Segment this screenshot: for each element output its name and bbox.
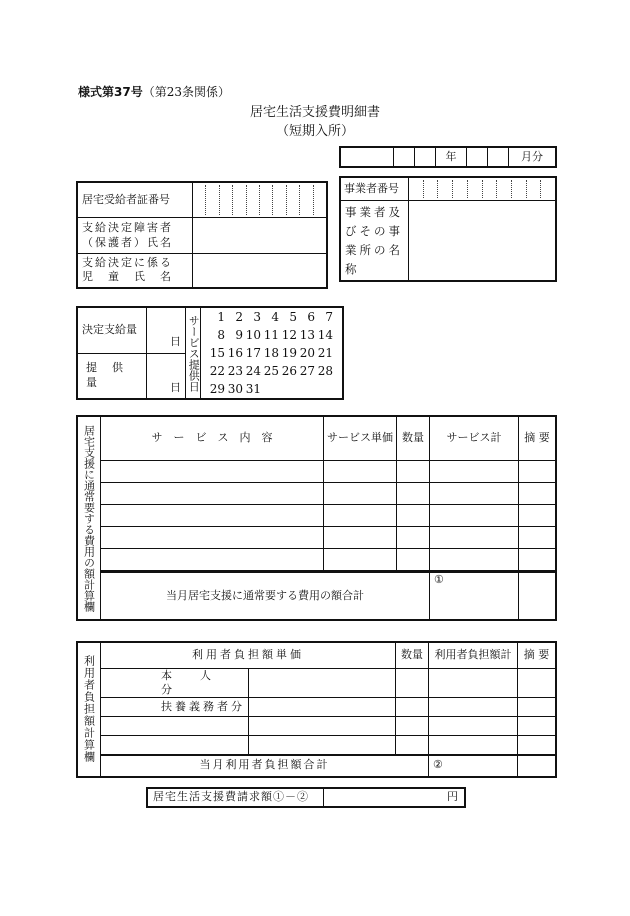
calendar-day[interactable]: 21: [317, 346, 333, 360]
table-row: [77, 668, 556, 698]
child-name-line2: 児 童 氏 名: [82, 270, 173, 284]
table-row: [77, 504, 556, 526]
date-box: [339, 146, 557, 168]
table-row: [77, 526, 556, 548]
burden-self-label: 本 人 分: [101, 668, 249, 698]
calendar-week-5: [207, 380, 342, 398]
cost-cell[interactable]: [430, 460, 519, 482]
form-number: [78, 83, 230, 100]
calendar-day[interactable]: 6: [307, 310, 315, 324]
recipient-name-line2: （保護者）氏名: [82, 235, 173, 249]
cost-cell[interactable]: [430, 526, 519, 548]
burden-cell[interactable]: [429, 736, 518, 755]
provider-name-line3: 業所の名: [345, 242, 403, 257]
year-label: 年: [436, 147, 467, 167]
claim-unit: 円: [447, 790, 458, 804]
form-number-main: 様式第37号: [78, 85, 143, 99]
cost-cell[interactable]: [397, 482, 430, 504]
cost-cell[interactable]: [519, 460, 557, 482]
page-subtitle: （短期入所）: [275, 124, 354, 139]
cost-cell[interactable]: [519, 548, 557, 570]
calendar-day[interactable]: 15: [209, 346, 225, 360]
recipient-box: [76, 181, 328, 289]
calendar-day[interactable]: 1: [217, 310, 225, 324]
claim-amount-field[interactable]: [324, 788, 466, 807]
table-row: [77, 460, 556, 482]
child-name-field[interactable]: [193, 254, 328, 288]
cost-cell[interactable]: [101, 504, 324, 526]
cost-cell[interactable]: [430, 504, 519, 526]
claim-box: [146, 787, 466, 808]
calendar-day[interactable]: 28: [317, 364, 333, 378]
cost-cell[interactable]: [101, 526, 324, 548]
cost-header-qty: 数量: [397, 416, 430, 460]
child-name-label: [77, 254, 193, 288]
cost-header-note: 摘 要: [519, 416, 557, 460]
table-row: [77, 717, 556, 736]
burden-cell[interactable]: [248, 717, 396, 736]
service-day-calendar[interactable]: [201, 307, 344, 399]
cost-cell[interactable]: [430, 548, 519, 570]
cost-cell[interactable]: [397, 460, 430, 482]
burden-cell[interactable]: [518, 698, 557, 717]
cost-cell[interactable]: [101, 482, 324, 504]
recipient-name-field[interactable]: [193, 218, 328, 254]
cost-cell[interactable]: [519, 504, 557, 526]
table-row: [77, 548, 556, 570]
burden-cell[interactable]: [396, 668, 429, 698]
provided-amount-field[interactable]: [147, 353, 186, 399]
burden-cell[interactable]: [396, 698, 429, 717]
cost-cell[interactable]: [430, 482, 519, 504]
burden-cell[interactable]: [518, 736, 557, 755]
calendar-day[interactable]: 7: [325, 310, 333, 324]
month-digit-2[interactable]: [488, 147, 509, 167]
cost-cell[interactable]: [397, 548, 430, 570]
cost-table: [76, 415, 557, 621]
cost-sum-label: 当月居宅支援に通常要する費用の額合計: [101, 572, 430, 620]
cost-cell[interactable]: [519, 482, 557, 504]
decided-amount-label: 決定支給量: [77, 307, 147, 353]
burden-sum-field[interactable]: [429, 755, 518, 777]
calendar-day[interactable]: 12: [281, 328, 297, 342]
burden-cell[interactable]: [429, 717, 518, 736]
service-day-text: サービス提供日: [187, 314, 201, 392]
supply-box: [76, 306, 344, 400]
provider-name-field[interactable]: [409, 201, 557, 282]
burden-side-text: 利用者負担額計算欄: [82, 655, 96, 764]
burden-cell[interactable]: [518, 668, 557, 698]
calendar-day[interactable]: 30: [227, 382, 243, 396]
cost-sum-field[interactable]: [430, 572, 519, 620]
cost-sum-row: [77, 572, 556, 620]
provided-amount-label: 提 供 量: [77, 353, 147, 399]
cost-cell[interactable]: [397, 504, 430, 526]
burden-cell[interactable]: [248, 668, 396, 698]
cert-no-field[interactable]: [193, 182, 328, 218]
burden-cell[interactable]: [248, 698, 396, 717]
calendar-week-1: [207, 308, 342, 326]
cost-cell[interactable]: [324, 548, 397, 570]
cost-side-text: 居宅支援に通常要する費用の額計算欄: [82, 424, 96, 612]
cost-cell[interactable]: [324, 526, 397, 548]
table-row: [77, 698, 556, 717]
calendar-day[interactable]: 19: [281, 346, 297, 360]
page-title: 居宅生活支援費明細書: [249, 105, 380, 120]
calendar-day[interactable]: 25: [263, 364, 279, 378]
calendar-day[interactable]: 16: [227, 346, 243, 360]
burden-cell[interactable]: [101, 736, 249, 755]
calendar-day[interactable]: 17: [245, 346, 261, 360]
claim-label: 居宅生活支援費請求額①－②: [147, 788, 324, 807]
calendar-day[interactable]: 2: [235, 310, 243, 324]
burden-sum-label: 当月利用者負担額合計: [101, 755, 429, 777]
cost-cell[interactable]: [324, 504, 397, 526]
provider-no-field[interactable]: [409, 177, 557, 201]
cost-side-label: [77, 416, 101, 620]
provider-name-label: [340, 201, 409, 282]
calendar-grid: [207, 308, 342, 398]
decided-amount-field[interactable]: [147, 307, 186, 353]
cost-cell[interactable]: [101, 460, 324, 482]
calendar-day[interactable]: 10: [245, 328, 261, 342]
burden-cell[interactable]: [396, 717, 429, 736]
calendar-day[interactable]: 5: [289, 310, 297, 324]
burden-header-total: 利用者負担額計: [429, 642, 518, 668]
burden-sum-row: [77, 755, 556, 777]
calendar-week-2: [207, 326, 342, 344]
calendar-day[interactable]: 31: [245, 382, 261, 396]
calendar-day[interactable]: 9: [235, 328, 243, 342]
calendar-day[interactable]: 14: [317, 328, 333, 342]
service-day-label: [186, 307, 201, 399]
burden-table: [76, 641, 557, 778]
burden-cell[interactable]: [101, 717, 249, 736]
burden-support-label: 扶養義務者分: [101, 698, 249, 717]
calendar-day[interactable]: 20: [299, 346, 315, 360]
cost-cell[interactable]: [101, 548, 324, 570]
burden-cell[interactable]: [248, 736, 396, 755]
child-name-line1: 支給決定に係る: [82, 255, 173, 269]
calendar-day[interactable]: 4: [271, 310, 279, 324]
provider-box: [339, 176, 557, 282]
calendar-day[interactable]: 18: [263, 346, 279, 360]
recipient-name-line1: 支給決定障害者: [82, 221, 173, 235]
calendar-day[interactable]: 22: [209, 364, 225, 378]
burden-side-label: [77, 642, 101, 777]
burden-header-qty: 数量: [396, 642, 429, 668]
cost-header-content: サ ー ビ ス 内 容: [101, 416, 324, 460]
burden-cell[interactable]: [429, 698, 518, 717]
provider-name-line4: 称: [345, 261, 360, 276]
provider-no-label: 事業者番号: [340, 177, 409, 201]
cost-header-total: サービス計: [430, 416, 519, 460]
calendar-day[interactable]: 27: [299, 364, 315, 378]
calendar-day[interactable]: 24: [245, 364, 261, 378]
calendar-day[interactable]: 3: [253, 310, 261, 324]
provider-name-line2: びその事: [345, 223, 403, 238]
form-number-rel: （第23条関係）: [142, 85, 230, 99]
calendar-day[interactable]: 29: [209, 382, 225, 396]
burden-sum-mark: ②: [433, 758, 443, 772]
calendar-day[interactable]: 11: [263, 328, 279, 342]
provided-day-unit: 日: [170, 380, 181, 394]
table-row: [77, 482, 556, 504]
cost-sum-mark: ①: [434, 573, 444, 586]
month-label: 月分: [509, 147, 557, 167]
cert-no-label: 居宅受給者証番号: [77, 182, 193, 218]
calendar-day[interactable]: 23: [227, 364, 243, 378]
year-digit-2[interactable]: [415, 147, 436, 167]
burden-cell[interactable]: [396, 736, 429, 755]
cost-header-unit: サービス単価: [324, 416, 397, 460]
cost-cell[interactable]: [324, 482, 397, 504]
recipient-name-label: [77, 218, 193, 254]
month-digit-1[interactable]: [467, 147, 488, 167]
burden-cell[interactable]: [429, 668, 518, 698]
burden-header-note: 摘 要: [518, 642, 557, 668]
burden-cell[interactable]: [518, 717, 557, 736]
cost-cell[interactable]: [519, 526, 557, 548]
calendar-day[interactable]: 8: [217, 328, 225, 342]
date-blank[interactable]: [340, 147, 394, 167]
decided-day-unit: 日: [170, 335, 181, 349]
burden-header-unit: 利用者負担額単価: [101, 642, 396, 668]
cost-sum-note[interactable]: [519, 572, 557, 620]
calendar-day[interactable]: 26: [281, 364, 297, 378]
table-row: [77, 736, 556, 755]
year-digit-1[interactable]: [394, 147, 415, 167]
cost-cell[interactable]: [324, 460, 397, 482]
burden-sum-note[interactable]: [518, 755, 557, 777]
calendar-week-4: [207, 362, 342, 380]
provider-name-line1: 事業者及: [345, 204, 403, 219]
calendar-day[interactable]: 13: [299, 328, 315, 342]
cost-cell[interactable]: [397, 526, 430, 548]
calendar-week-3: [207, 344, 342, 362]
